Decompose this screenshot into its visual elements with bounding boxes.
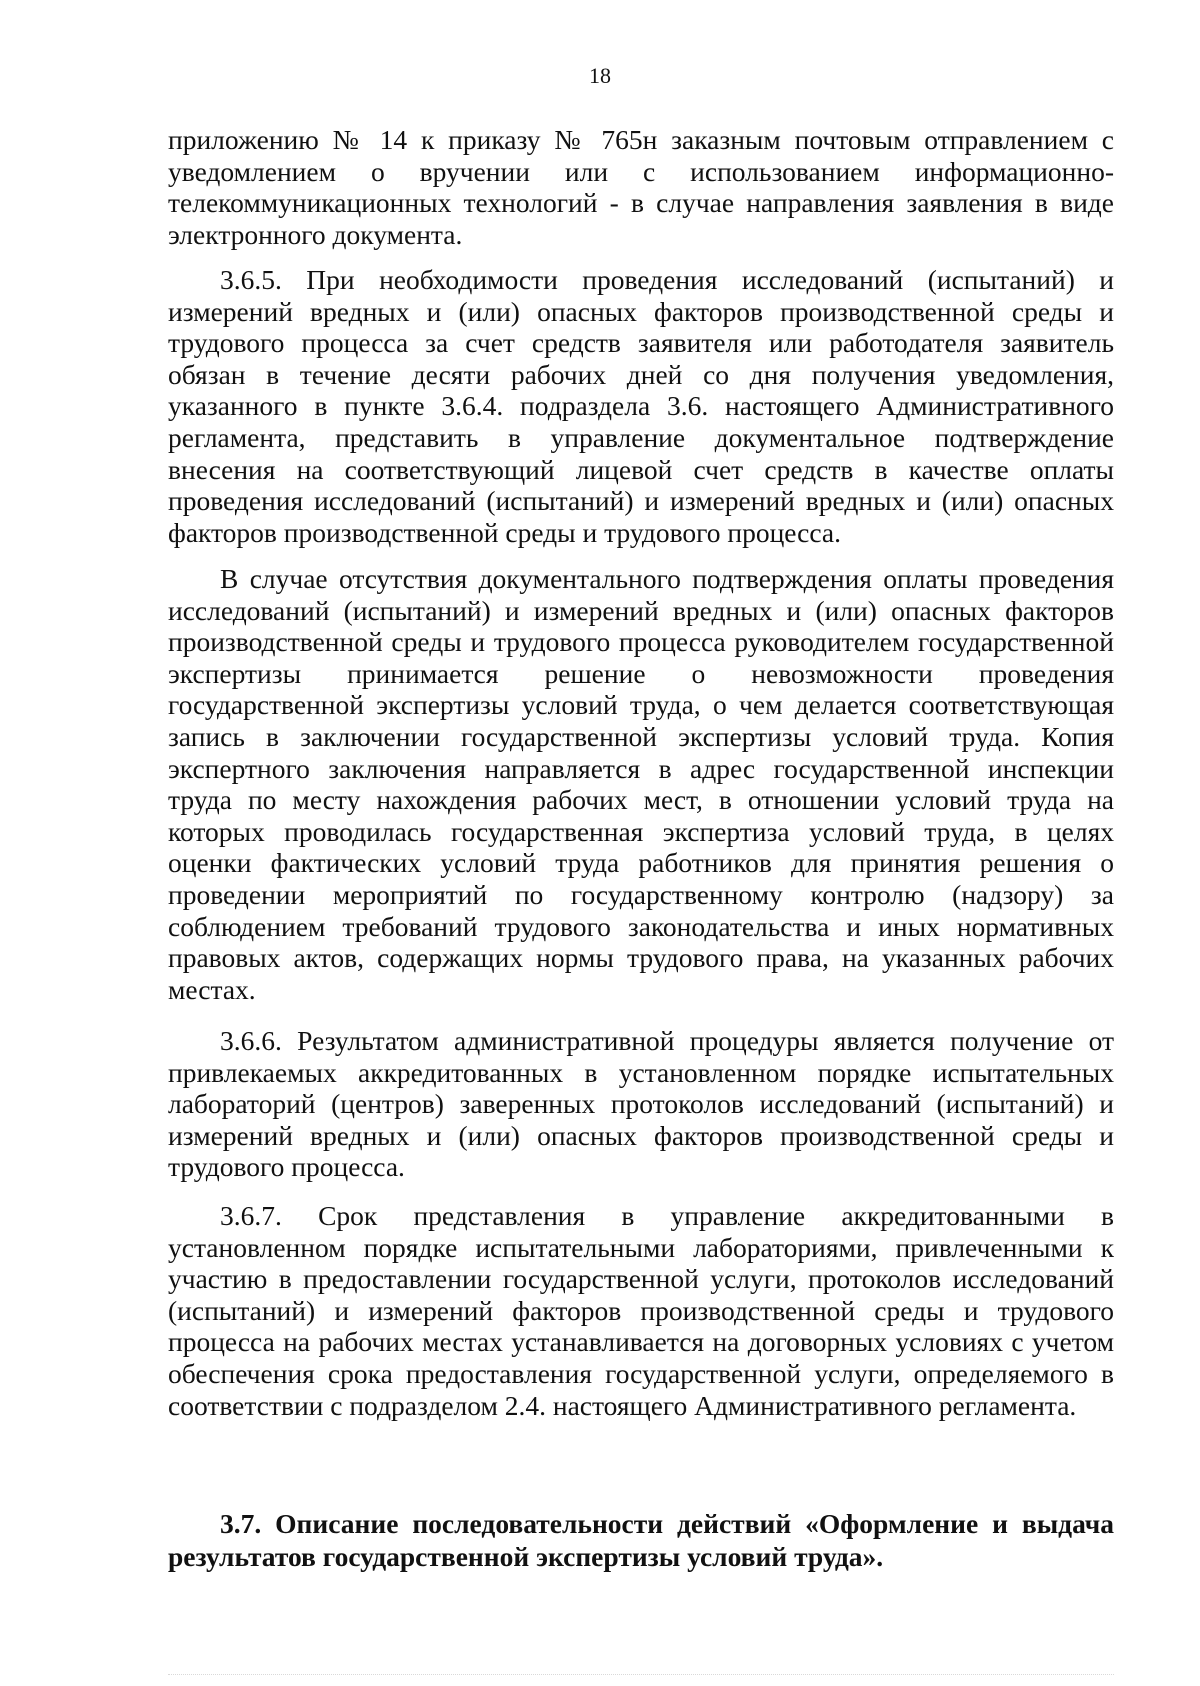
section-heading-3-7: 3.7. Описание последовательности действий «Оформление и выдача результатов государственной экспертизы условий труда».: [168, 1508, 1114, 1572]
paragraph-continuation: приложению № 14 к приказу № 765н заказным почтовым отправлением с уведомлением о вручении или с использованием информационно-телекоммуникационных технологий - в случае направления заявления в виде электронного документа.: [168, 124, 1114, 250]
page-number: 18: [589, 63, 611, 88]
paragraph-3-6-5-continuation: В случае отсутствия документального подтверждения оплаты проведения исследований (испытаний) и измерений вредных и (или) опасных факторов производственной среды и трудового процесса руководителем государственной экспертизы принимается решение о невозможности проведения государственной экспертизы условий труда, о чем делается соответствующая запись в заключении государственной экспертизы условий труда. Копия экспертного заключения направляется в адрес государственной инспекции труда по месту нахождения рабочих мест, в отношении условий труда на которых проводилась государственная экспертиза условий труда, в целях оценки фактических условий труда работников для принятия решения о проведении мероприятий по государственному контролю (надзору) за соблюдением требований трудового законодательства и иных нормативных правовых актов, содержащих нормы трудового права, на указанных рабочих местах.: [168, 563, 1114, 1005]
paragraph-3-6-6: 3.6.6. Результатом административной процедуры является получение от привлекаемых аккредитованных в установленном порядке испытательных лабораторий (центров) заверенных протоколов исследований (испытаний) и измерений вредных и (или) опасных факторов производственной среды и трудового процесса.: [168, 1025, 1114, 1183]
paragraph-3-6-5: 3.6.5. При необходимости проведения исследований (испытаний) и измерений вредных и (или) опасных факторов производственной среды и трудового процесса за счет средств заявителя или работодателя заявитель обязан в течение десяти рабочих дней со дня получения уведомления, указанного в пункте 3.6.4. подраздела 3.6. настоящего Административного регламента, представить в управление документальное подтверждение внесения на соответствующий лицевой счет средств в качестве оплаты проведения исследований (испытаний) и измерений вредных и (или) опасных факторов производственной среды и трудового процесса.: [168, 264, 1114, 548]
paragraph-3-6-7: 3.6.7. Срок представления в управление аккредитованными в установленном порядке испытательными лабораториями, привлеченными к участию в предоставлении государственной услуги, протоколов исследований (испытаний) и измерений факторов производственной среды и трудового процесса на рабочих местах устанавливается на договорных условиях с учетом обеспечения срока предоставления государственной услуги, определяемого в соответствии с подразделом 2.4. настоящего Административного регламента.: [168, 1200, 1114, 1421]
page-bottom-rule: [168, 1674, 1114, 1675]
